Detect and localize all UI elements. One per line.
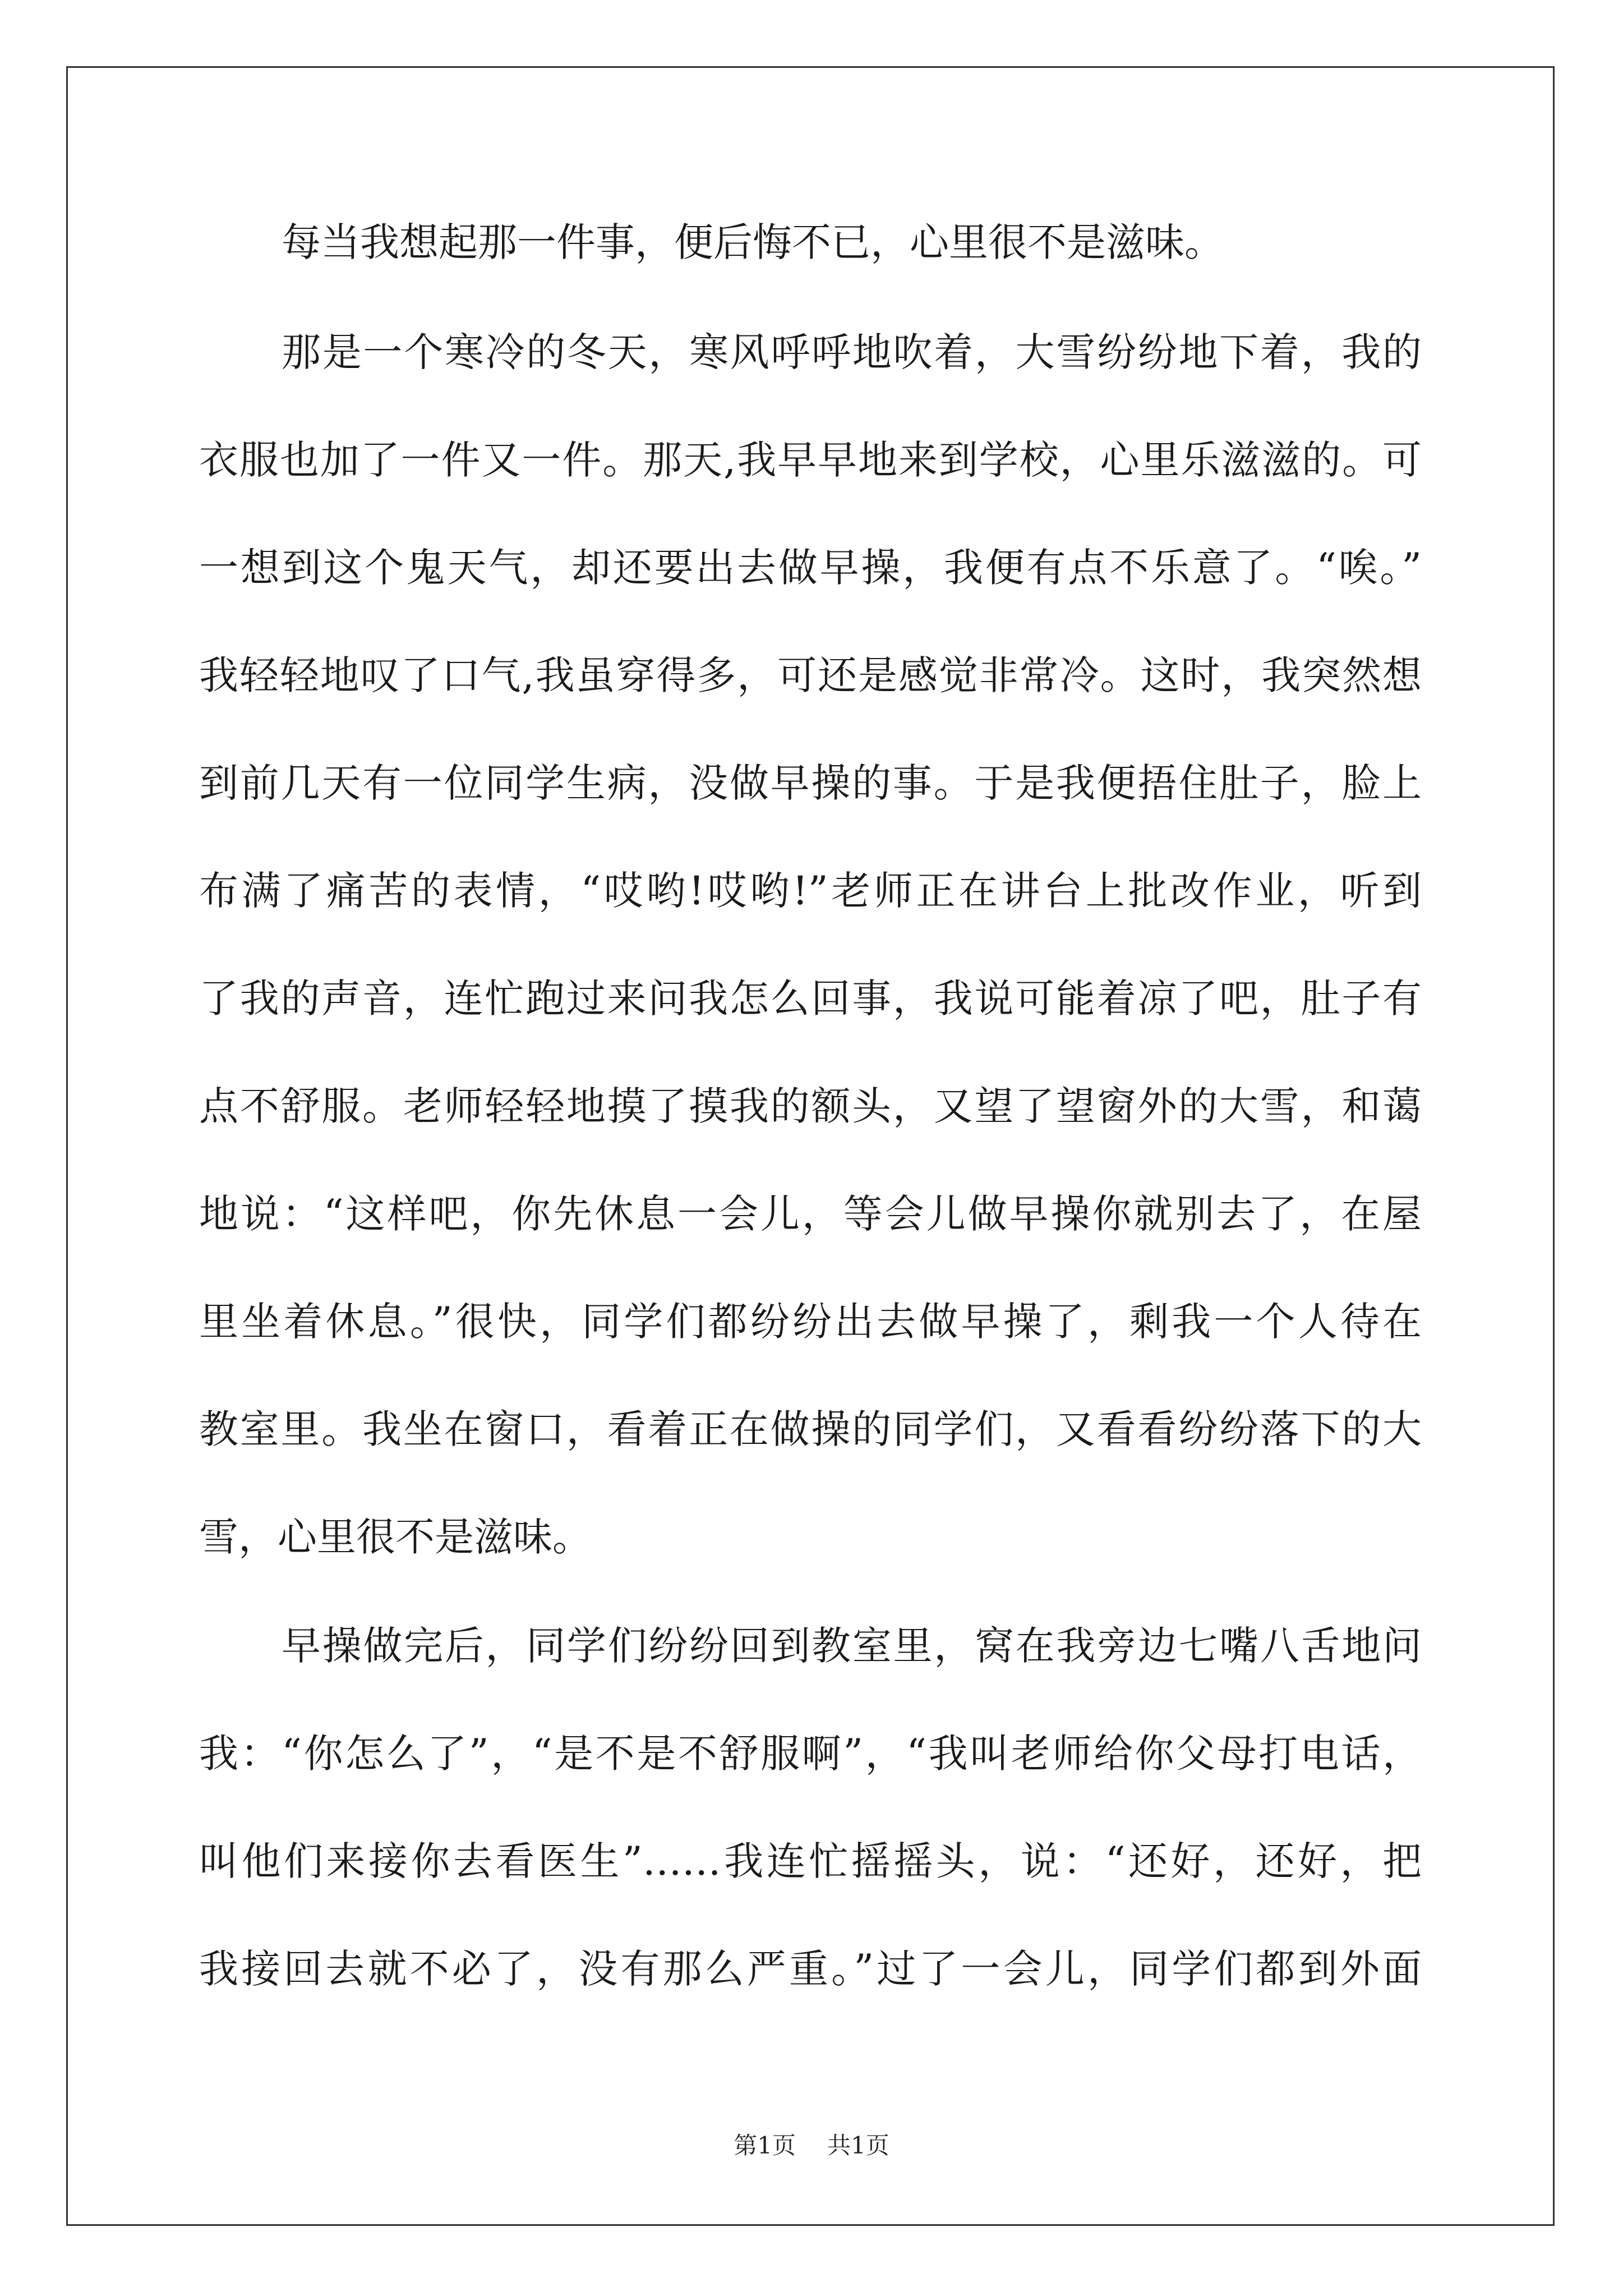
text-line: 我轻轻地叹了口气,我虽穿得多，可还是感觉非常冷。这时，我突然想 (199, 652, 1422, 698)
page-border (66, 66, 1555, 2226)
text-line: 我：“你怎么了”，“是不是不舒服啊”，“我叫老师给你父母打电话， (199, 1731, 1422, 1777)
text-line: 地说：“这样吧，你先休息一会儿，等会儿做早操你就别去了，在屋 (199, 1191, 1422, 1237)
text-line: 那是一个寒冷的冬天，寒风呼呼地吹着，大雪纷纷地下着，我的 (282, 329, 1422, 375)
text-line: 叫他们来接你去看医生”……我连忙摇摇头，说：“还好，还好，把 (199, 1838, 1422, 1884)
text-line: 到前几天有一位同学生病，没做早操的事。于是我便捂住肚子，脸上 (199, 760, 1422, 806)
text-line: 每当我想起那一件事，便后悔不已，心里很不是滋味。 (282, 219, 1224, 265)
text-line: 布满了痛苦的表情，“哎哟!哎哟!”老师正在讲台上批改作业，听到 (199, 868, 1422, 914)
text-line: 点不舒服。老师轻轻地摸了摸我的额头，又望了望窗外的大雪，和蔼 (199, 1083, 1422, 1129)
text-line: 雪，心里很不是滋味。 (199, 1514, 592, 1560)
text-line: 了我的声音，连忙跑过来问我怎么回事，我说可能着凉了吧，肚子有 (199, 976, 1422, 1022)
text-line: 教室里。我坐在窗口，看着正在做操的同学们，又看看纷纷落下的大 (199, 1406, 1422, 1452)
text-line: 早操做完后，同学们纷纷回到教室里，窝在我旁边七嘴八舌地问 (282, 1623, 1422, 1669)
page-footer (0, 2129, 1623, 2162)
text-line: 我接回去就不必了，没有那么严重。”过了一会儿，同学们都到外面 (199, 1946, 1422, 1992)
text-line: 衣服也加了一件又一件。那天,我早早地来到学校，心里乐滋滋的。可 (199, 437, 1422, 483)
page-total: 共1页 (827, 2132, 889, 2159)
page-number: 第1页 (734, 2132, 796, 2159)
text-line: 里坐着休息。”很快，同学们都纷纷出去做早操了，剩我一个人待在 (199, 1299, 1422, 1345)
text-line: 一想到这个鬼天气，却还要出去做早操，我便有点不乐意了。“唉。” (199, 545, 1422, 591)
